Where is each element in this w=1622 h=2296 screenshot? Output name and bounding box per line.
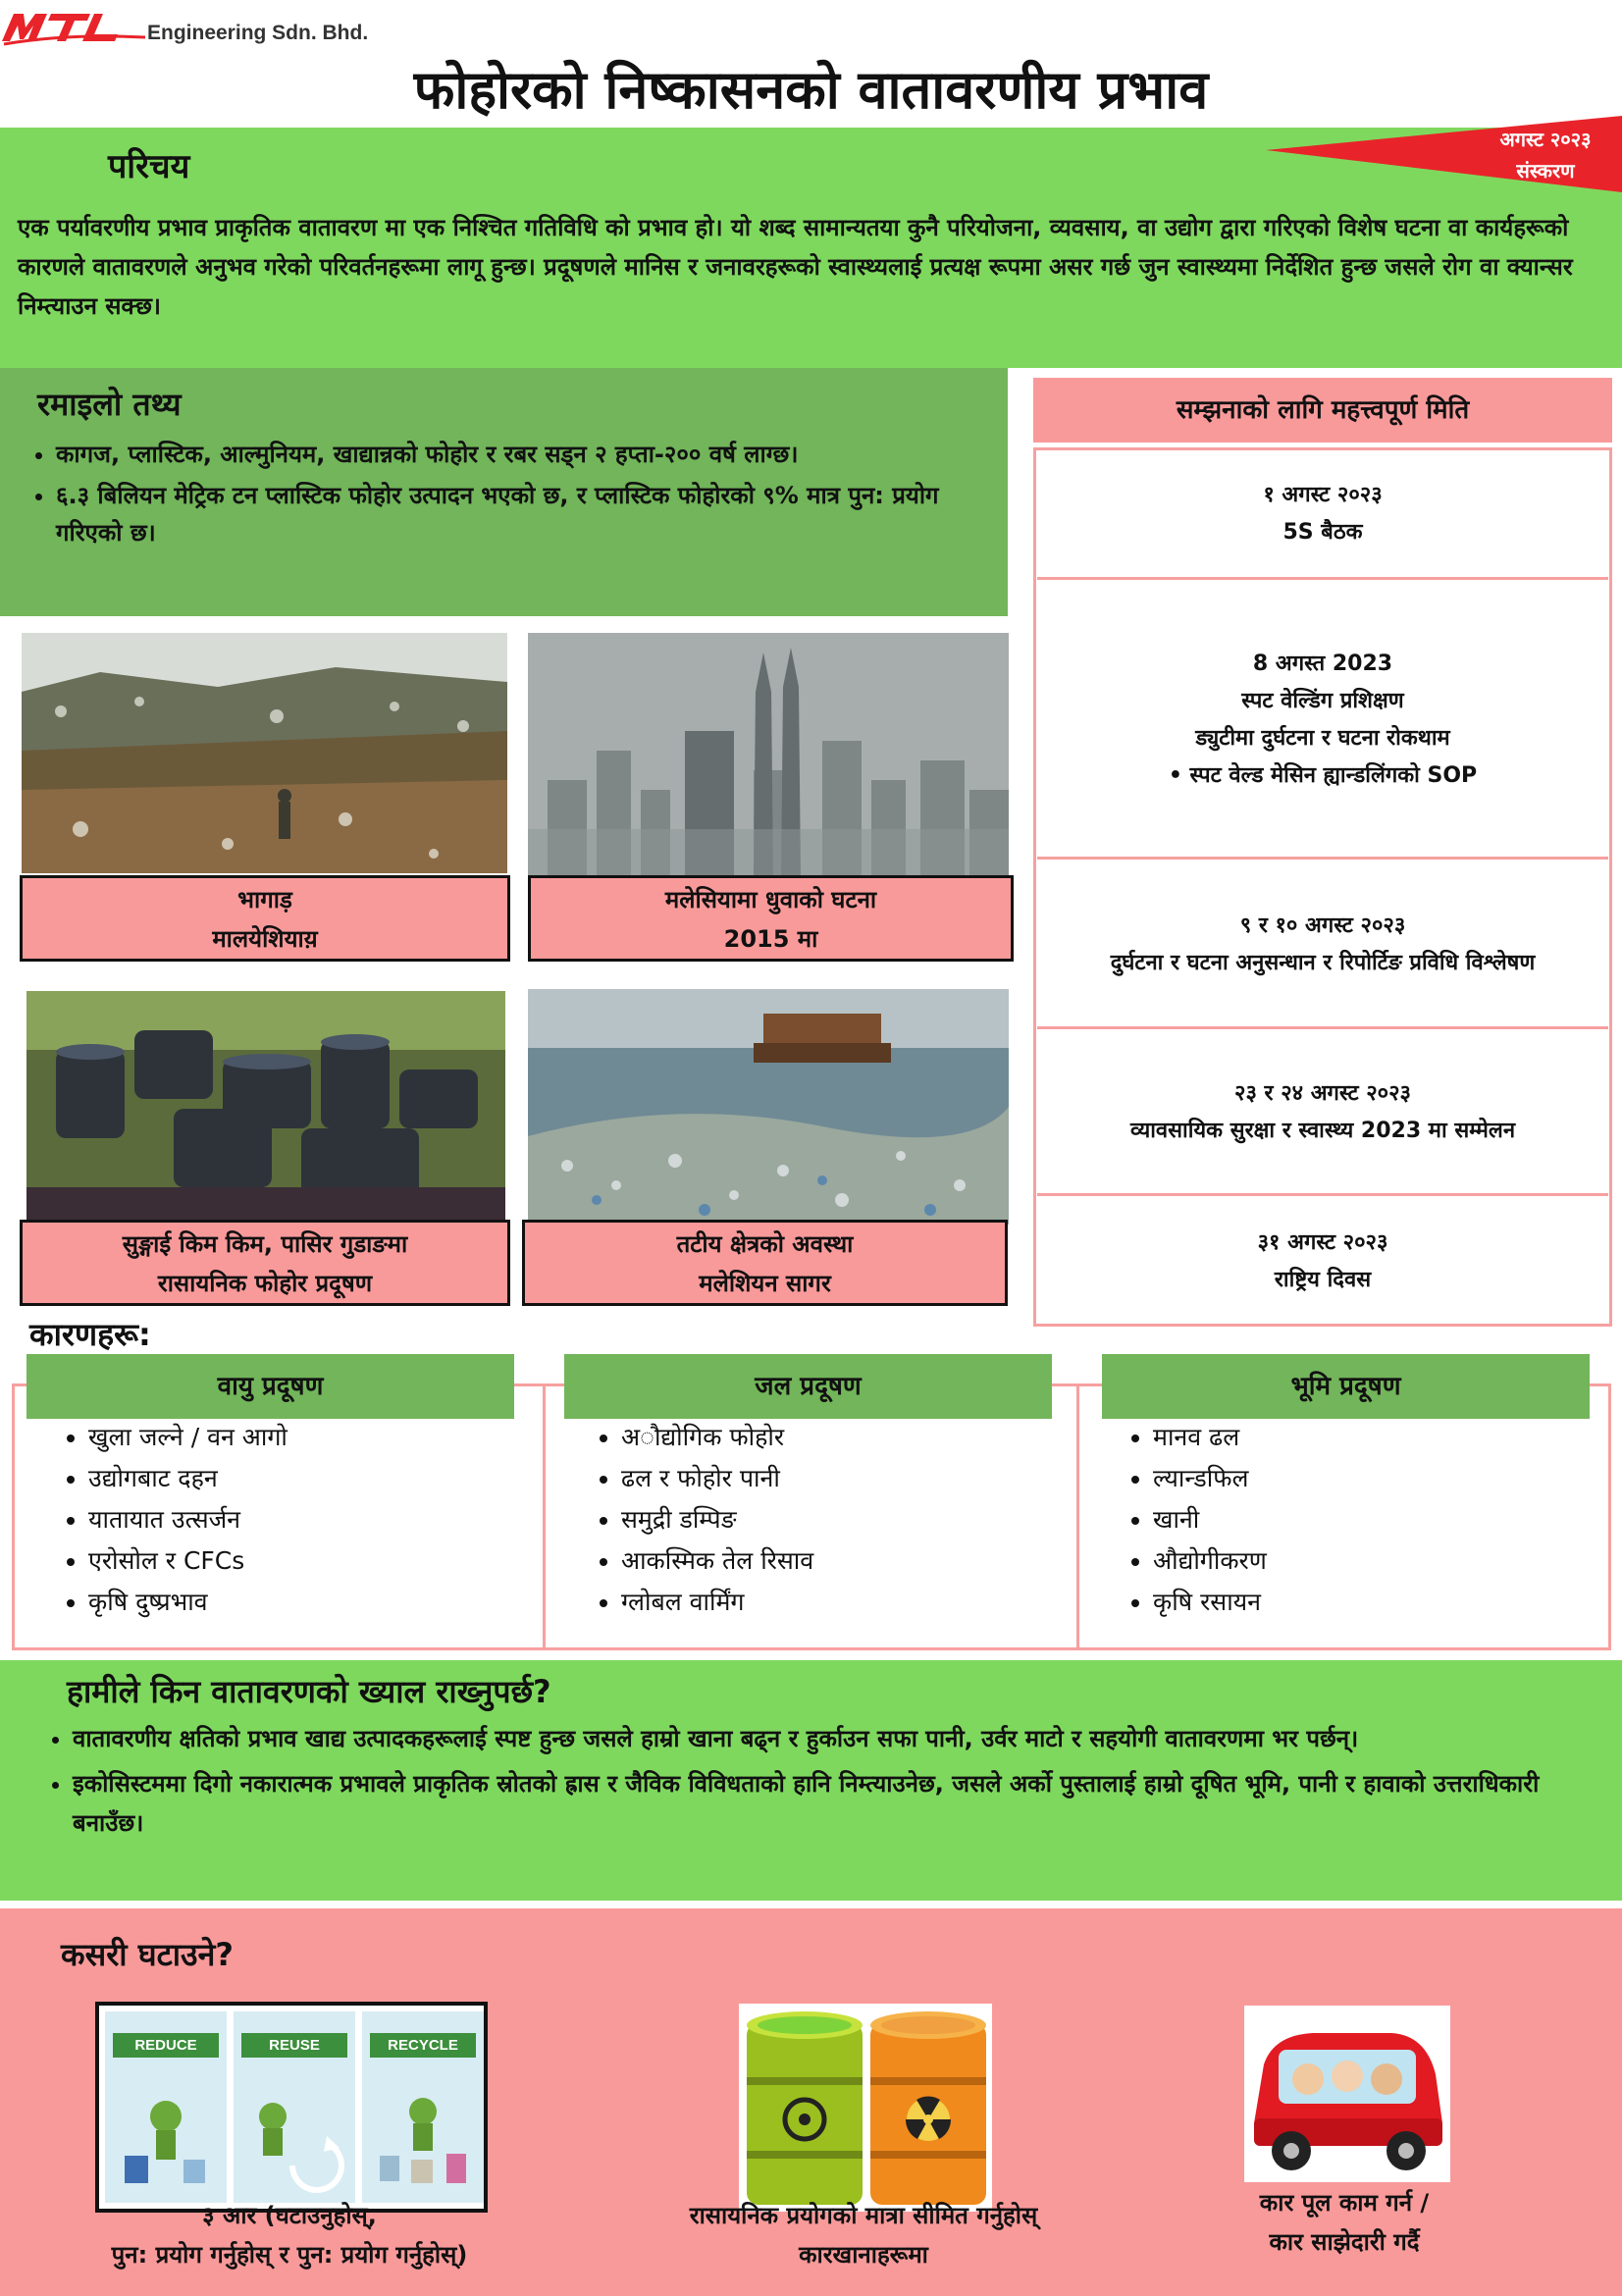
date-event: राष्ट्रिय दिवस xyxy=(1274,1267,1372,1292)
three-r-caption xyxy=(69,2196,510,2274)
recycle-panel xyxy=(362,2011,484,2203)
list-item: • आकस्मिक तेल रिसाव xyxy=(621,1540,1068,1582)
photo-caption xyxy=(20,1220,510,1306)
chemical-drums-photo xyxy=(26,991,505,1225)
photo-caption xyxy=(522,1220,1008,1306)
why-care-list xyxy=(12,1719,1601,1849)
carpool-car-icon xyxy=(1244,2006,1450,2182)
intro-heading: परिचय xyxy=(108,147,190,186)
date-entry xyxy=(1037,862,1608,1029)
air-pollution-heading: वायु प्रदूषण xyxy=(26,1354,514,1419)
recycling-icon xyxy=(362,2058,484,2195)
date-event: 5S बैठक xyxy=(1282,519,1363,545)
list-item: • वातावरणीय क्षतिको प्रभाव खाद्य उत्पादकहरूलाई स्पष्ट हुन्छ जसले हाम्रो खाना बढ्न र हुर्काउन सफा पानी, उर्वर माटो र सहयोगी वातावरणमा भर पर्छन्। xyxy=(73,1719,1601,1758)
caption-line: कार पूल काम गर्न / xyxy=(1259,2189,1430,2217)
column-divider xyxy=(543,1383,546,1650)
three-r-illustration xyxy=(95,2002,488,2213)
list-item: • कृषि दुष्प्रभाव xyxy=(88,1582,535,1623)
dates-heading: सम्झनाको लागि महत्त्वपूर्ण मिति xyxy=(1033,378,1612,443)
date-entry xyxy=(1037,450,1608,580)
how-to-reduce-heading: कसरी घटाउने? xyxy=(61,1936,234,1973)
list-item: • औद्योगीकरण xyxy=(1153,1540,1599,1582)
date-value: ३१ अगस्ट २०२३ xyxy=(1257,1229,1388,1255)
chemical-barrels-icon xyxy=(739,2004,992,2212)
landfill-photo xyxy=(22,633,507,873)
causes-heading: कारणहरू: xyxy=(29,1316,151,1353)
caption-line: तटीय क्षेत्रको अवस्था xyxy=(676,1230,854,1258)
haze-photo xyxy=(528,633,1009,878)
land-causes-list xyxy=(1109,1417,1599,1623)
reuse-arrows-icon xyxy=(234,2058,355,2195)
recycle-bin-icon xyxy=(105,2058,227,2195)
caption-line: सुङ्गाई किम किम, पासिर गुडाङमा xyxy=(122,1230,408,1258)
caption-line: कार साझेदारी गर्दै xyxy=(1269,2228,1420,2256)
coastal-pollution-photo xyxy=(528,989,1009,1225)
reduce-panel xyxy=(105,2011,227,2203)
fun-facts-list xyxy=(12,436,1003,555)
date-event: दुर्घटना र घटना अनुसन्धान र रिपोर्टिङ प्रविधि विश्लेषण xyxy=(1110,950,1536,975)
edition-month: अगस्ट २०२३ xyxy=(1499,128,1592,151)
list-item: • इकोसिस्टममा दिगो नकारात्मक प्रभावले प्राकृतिक स्रोतको ह्रास र जैविक विविधताको हानि निम्त्याउनेछ, जसले अर्को पुस्तालाई हाम्रो दूषित भूमि, पानी र हावाको उत्तराधिकारी बनाउँछ। xyxy=(73,1764,1601,1843)
water-causes-list xyxy=(577,1417,1068,1623)
why-care-heading: हामीले किन वातावरणको ख्याल राख्नुपर्छ? xyxy=(67,1673,551,1710)
edition-label xyxy=(1482,124,1609,186)
list-item: • ग्लोबल वार्मिंग xyxy=(621,1582,1068,1623)
caption-line: भागाड़ xyxy=(237,886,292,913)
page-title: फोहोरको निष्कासनको वातावरणीय प्रभाव xyxy=(413,59,1209,121)
recycle-sign: RECYCLE xyxy=(370,2033,476,2058)
caption-line: 2015 मा xyxy=(723,925,818,953)
photo-caption xyxy=(528,875,1014,962)
date-value: १ अगस्ट २०२३ xyxy=(1263,482,1383,507)
date-entry xyxy=(1037,1199,1608,1324)
list-item: • एरोसोल र CFCs xyxy=(88,1540,535,1582)
list-item: • ल्यान्डफिल xyxy=(1153,1458,1599,1499)
intro-text: एक पर्यावरणीय प्रभाव प्राकृतिक वातावरण मा एक निश्चित गतिविधि को प्रभाव हो। यो शब्द सामान्यतया कुनै परियोजना, व्यवसाय, वा उद्योग द्वारा गरिएको विशेष घटना वा कार्यहरूको कारणले वातावरणले अनुभव गरेको परिवर्तनहरूमा लागू हुन्छ। प्रदूषणले मानिस र जनावरहरूको स्वास्थ्यलाई प्रत्यक्ष रूपमा असर गर्छ जुन स्वास्थ्यमा निर्देशित हुन्छ जसले रोग वा क्यान्सर निम्त्याउन सक्छ। xyxy=(18,214,1573,320)
fun-facts-heading: रमाइलो तथ्य xyxy=(37,386,182,423)
air-causes-list xyxy=(44,1417,535,1623)
caption-line: मलेशियन सागर xyxy=(699,1270,831,1297)
list-item: • उद्योगबाट दहन xyxy=(88,1458,535,1499)
date-event: ड्युटीमा दुर्घटना र घटना रोकथाम xyxy=(1195,725,1450,751)
water-pollution-heading: जल प्रदूषण xyxy=(564,1354,1052,1419)
mtl-logo xyxy=(0,8,147,47)
photo-caption xyxy=(20,875,510,962)
reduce-sign: REDUCE xyxy=(113,2033,219,2058)
list-item: • ढल र फोहोर पानी xyxy=(621,1458,1068,1499)
date-entry xyxy=(1037,1032,1608,1196)
edition-word: संस्करण xyxy=(1516,159,1575,183)
date-event: स्पट वेल्डिंग प्रशिक्षण xyxy=(1241,688,1404,713)
caption-line: रासायनिक फोहोर प्रदूषण xyxy=(157,1270,373,1297)
date-event: व्यावसायिक सुरक्षा र स्वास्थ्य 2023 मा सम्मेलन xyxy=(1129,1119,1516,1143)
date-value: 8 अगस्त 2023 xyxy=(1252,651,1393,676)
list-item: • खानी xyxy=(1153,1499,1599,1540)
date-value: ९ र १० अगस्ट २०२३ xyxy=(1239,913,1406,938)
caption-line: पुन: प्रयोग गर्नुहोस् र पुन: प्रयोग गर्नुहोस्) xyxy=(111,2241,468,2269)
caption-line: मालयेशियाय़ xyxy=(212,925,318,953)
date-event: • स्पट वेल्ड मेसिन ह्यान्डलिंगको SOP xyxy=(1168,762,1478,788)
reuse-sign: REUSE xyxy=(241,2033,347,2058)
list-item: • कृषि रसायन xyxy=(1153,1582,1599,1623)
chemical-caption xyxy=(589,2196,1138,2274)
list-item: • समुद्री डम्पिङ xyxy=(621,1499,1068,1540)
list-item: • अ◌ौद्योगिक फोहोर xyxy=(621,1417,1068,1458)
carpool-caption xyxy=(1173,2183,1516,2262)
list-item: • मानव ढल xyxy=(1153,1417,1599,1458)
list-item: • यातायात उत्सर्जन xyxy=(88,1499,535,1540)
caption-line: रासायनिक प्रयोगको मात्रा सीमित गर्नुहोस् xyxy=(689,2202,1038,2229)
fun-fact-item: • ६.३ बिलियन मेट्रिक टन प्लास्टिक फोहोर उत्पादन भएको छ, र प्लास्टिक फोहोरको ९% मात्र पुन: प्रयोग गरिएको छ। xyxy=(56,477,1003,551)
date-value: २३ र २४ अगस्ट २०२३ xyxy=(1234,1081,1411,1106)
caption-line: कारखानाहरूमा xyxy=(799,2241,928,2269)
caption-line: ३ आर (घटाउनुहोस्, xyxy=(202,2202,377,2229)
fun-fact-item: • कागज, प्लास्टिक, आल्मुनियम, खाद्यान्नको फोहोर र रबर सड्न २ हप्ता-२०० वर्ष लाग्छ। xyxy=(56,436,1003,473)
list-item: • खुला जल्ने / वन आगो xyxy=(88,1417,535,1458)
caption-line: मलेसियामा धुवाको घटना xyxy=(664,886,877,913)
date-entry xyxy=(1037,583,1608,860)
column-divider xyxy=(1076,1383,1079,1650)
company-name: Engineering Sdn. Bhd. xyxy=(147,22,369,44)
land-pollution-heading: भूमि प्रदूषण xyxy=(1102,1354,1590,1419)
reuse-panel xyxy=(234,2011,355,2203)
